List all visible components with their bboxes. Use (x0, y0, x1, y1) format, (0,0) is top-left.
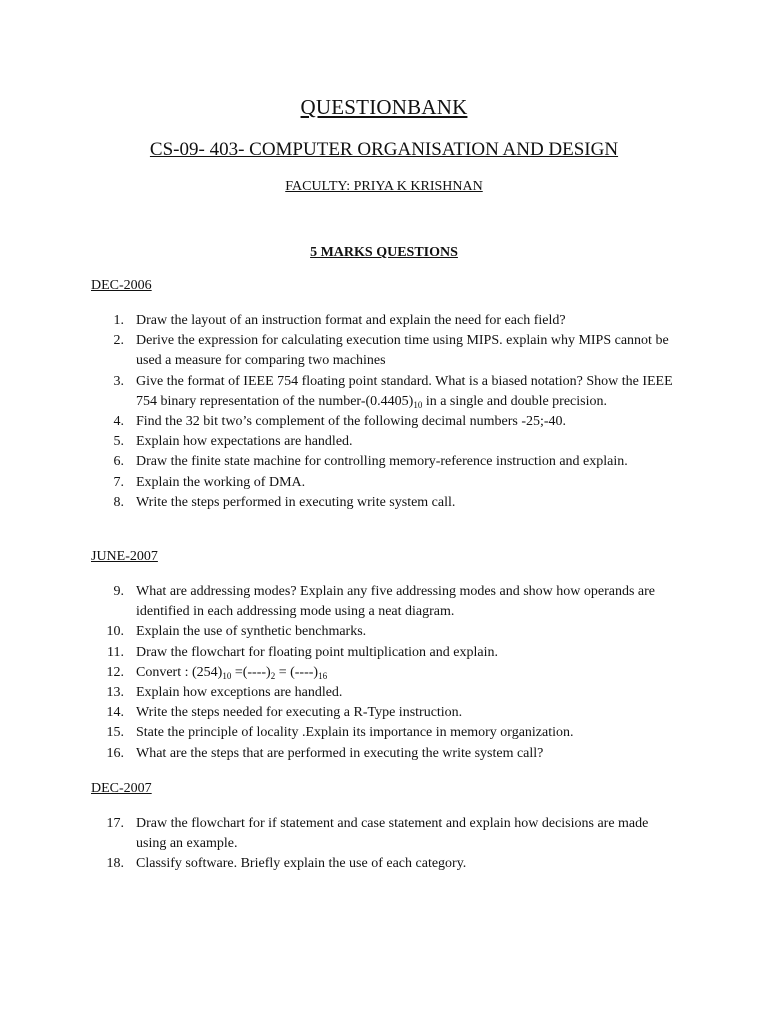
question-text (136, 374, 673, 409)
question-item (0, 683, 676, 703)
question-text: Draw the flowchart for if statement and case statement and explain how decisions are made using an example. (136, 816, 649, 852)
subscript: 10 (413, 399, 423, 410)
question-text: Explain the use of synthetic benchmarks. (136, 624, 367, 640)
question-list-june-2007 (0, 582, 676, 764)
question-text: Explain how expectations are handled. (136, 434, 353, 450)
question-text: Draw the flowchart for floating point multiplication and explain. (136, 644, 498, 660)
question-text-part: Give the format of IEEE 754 floating point standard. What is a biased notation? Show the IEEE 754 binary representation of the number-(0.4405) (136, 373, 673, 409)
course-title: CS-09- 403- COMPUTER ORGANISATION AND DESIGN (149, 139, 619, 160)
question-item (0, 663, 676, 683)
question-text-part: in a single and double precision. (422, 393, 607, 409)
question-text: Explain how exceptions are handled. (136, 685, 343, 701)
question-text-part: Convert : (254) (136, 664, 223, 680)
question-number: 14. (106, 705, 124, 721)
question-item (0, 703, 676, 723)
question-number: 10. (106, 624, 124, 640)
question-text: Draw the finite state machine for controlling memory-reference instruction and explain. (136, 454, 628, 470)
question-item (0, 643, 676, 663)
subscript: 10 (222, 670, 232, 681)
question-text-part: =(----) (231, 664, 271, 680)
question-item (0, 412, 676, 432)
marks-heading: 5 MARKS QUESTIONS (310, 245, 458, 260)
question-text: Derive the expression for calculating execution time using MIPS. explain why MIPS cannot be used a measure for comparing two machines (136, 333, 669, 369)
question-text-part: = (----) (275, 664, 319, 680)
question-number: 7. (113, 474, 124, 490)
question-number: 6. (113, 454, 124, 470)
section-heading-dec-2007: DEC-2007 (91, 781, 152, 796)
page-title: QUESTIONBANK (300, 95, 468, 119)
question-number: 1. (113, 313, 124, 328)
question-item (0, 744, 676, 764)
question-item (0, 432, 676, 452)
question-text: Classify software. Briefly explain the use of each category. (136, 856, 467, 872)
question-number: 9. (113, 584, 124, 599)
question-number: 15. (106, 725, 124, 741)
question-item (0, 493, 676, 513)
section-heading-june-2007: JUNE-2007 (91, 549, 158, 564)
question-list-dec-2006 (0, 311, 676, 513)
question-text: State the principle of locality .Explain its importance in memory organization. (136, 725, 574, 741)
question-number: 3. (113, 373, 124, 389)
subscript: 2 (270, 670, 276, 681)
question-number: 17. (106, 816, 124, 831)
question-text: Write the steps performed in executing write system call. (136, 494, 456, 510)
question-list-dec-2007 (0, 814, 676, 875)
question-item (0, 723, 676, 743)
question-text: Draw the layout of an instruction format and explain the need for each field? (136, 313, 566, 328)
question-item (0, 582, 676, 622)
section-heading-dec-2006: DEC-2006 (91, 278, 152, 293)
question-item (0, 473, 676, 493)
question-number: 2. (113, 333, 124, 349)
question-number: 13. (106, 685, 124, 701)
question-number: 11. (107, 644, 124, 660)
question-item (0, 622, 676, 642)
question-number: 12. (106, 664, 124, 680)
question-item (0, 372, 676, 412)
subscript: 16 (318, 670, 328, 681)
question-item (0, 814, 676, 854)
question-text: Explain the working of DMA. (136, 474, 306, 490)
question-text: Write the steps needed for executing a R-Type instruction. (136, 705, 463, 721)
question-number: 5. (113, 434, 124, 450)
question-item (0, 331, 676, 371)
question-text: Find the 32 bit two’s complement of the following decimal numbers -25;-40. (136, 414, 567, 430)
question-item (0, 311, 676, 331)
question-number: 4. (113, 414, 124, 430)
question-number: 18. (106, 856, 124, 872)
question-number: 8. (113, 494, 124, 510)
question-item (0, 854, 676, 874)
question-text: What are the steps that are performed in executing the write system call? (136, 745, 544, 761)
question-item (0, 452, 676, 472)
question-text: What are addressing modes? Explain any five addressing modes and show how operands are identified in each addressing mode using a neat diagram. (136, 584, 656, 620)
question-text (136, 665, 327, 680)
faculty-line: FACULTY: PRIYA K KRISHNAN (285, 179, 483, 194)
question-number: 16. (106, 745, 124, 761)
